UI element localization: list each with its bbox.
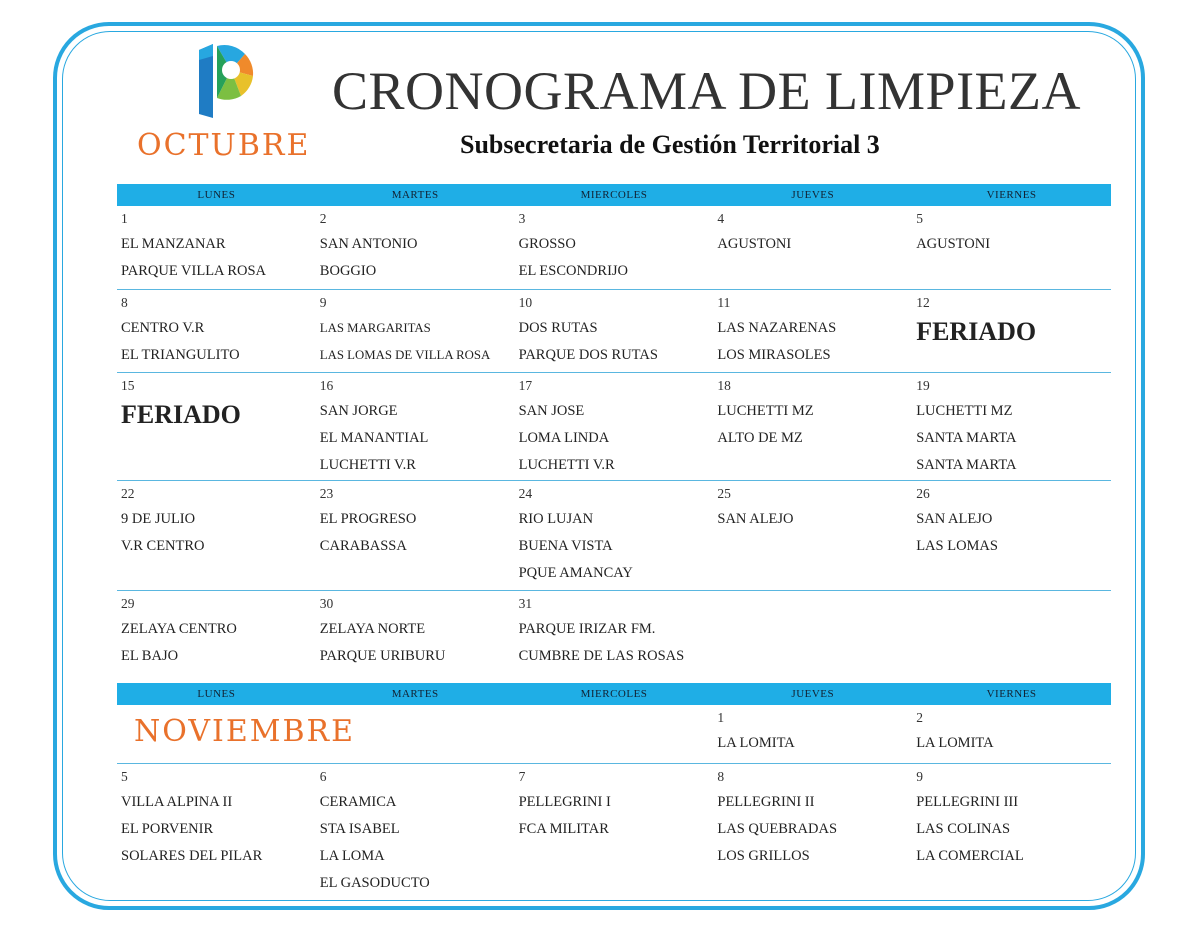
day-cell <box>713 373 912 480</box>
cleaning-zone: LAS COLINAS <box>916 821 1011 837</box>
cleaning-zone: LA LOMA <box>319 848 385 864</box>
cleaning-zone: BOGGIO <box>319 263 377 279</box>
day-number: 1 <box>121 211 128 226</box>
cleaning-zone: EL MANZANAR <box>121 236 226 252</box>
day-cell <box>117 290 316 372</box>
weekday-header-november <box>117 683 1111 705</box>
day-number <box>916 591 1111 616</box>
cleaning-zone: LA LOMITA <box>916 735 994 751</box>
cleaning-zone: STA ISABEL <box>319 821 400 837</box>
weekday-label: JUEVES <box>791 688 835 700</box>
cleaning-zone: CENTRO V.R <box>121 320 205 336</box>
day-number: 22 <box>121 486 135 501</box>
cleaning-zone: EL BAJO <box>121 648 179 664</box>
cleaning-zone: V.R CENTRO <box>121 538 205 554</box>
day-number: 18 <box>717 378 731 393</box>
day-number: 4 <box>717 211 725 226</box>
holiday-label: FERIADO <box>121 400 241 429</box>
cleaning-zone: PELLEGRINI I <box>518 794 611 810</box>
municipal-logo <box>195 40 259 120</box>
cleaning-zone: PELLEGRINI III <box>916 794 1019 810</box>
weekday-label: LUNES <box>197 688 236 700</box>
week-row <box>117 481 1111 591</box>
day-number: 9 <box>916 769 923 784</box>
page-subtitle: Subsecretaria de Gestión Territorial 3 <box>460 130 880 159</box>
day-cell <box>117 591 316 676</box>
weekday-label: LUNES <box>197 189 236 201</box>
day-number: 26 <box>916 486 930 501</box>
day-number <box>717 591 912 616</box>
cleaning-zone: ZELAYA CENTRO <box>121 621 237 637</box>
day-number: 7 <box>518 769 526 784</box>
cleaning-zone: ZELAYA NORTE <box>319 621 426 637</box>
cleaning-zone: EL TRIANGULITO <box>121 347 240 363</box>
cleaning-zone: EL ESCONDRIJO <box>518 263 629 279</box>
cleaning-zone: CARABASSA <box>319 538 407 554</box>
cleaning-zone: 9 DE JULIO <box>121 511 196 527</box>
page-title: CRONOGRAMA DE LIMPIEZA <box>332 61 1082 121</box>
cleaning-zone: SOLARES DEL PILAR <box>121 848 263 864</box>
day-cell <box>912 206 1111 289</box>
day-cell <box>316 373 515 480</box>
cleaning-zone: SAN ALEJO <box>916 511 993 527</box>
cleaning-zone: CERAMICA <box>319 794 397 810</box>
day-number: 2 <box>916 710 923 725</box>
cleaning-zone: BUENA VISTA <box>518 538 613 554</box>
day-cell <box>912 290 1111 372</box>
day-number: 5 <box>916 211 923 226</box>
cleaning-zone: LUCHETTI V.R <box>518 457 615 473</box>
day-cell <box>515 705 714 763</box>
cleaning-zone: DOS RUTAS <box>518 320 598 336</box>
day-cell <box>713 290 912 372</box>
cleaning-zone: LAS MARGARITAS <box>319 321 431 335</box>
weekday-label: MARTES <box>391 189 439 201</box>
cleaning-zone: SANTA MARTA <box>916 430 1017 446</box>
week-row <box>117 290 1111 373</box>
october-label: OCTUBRE <box>137 128 311 163</box>
cleaning-zone: PARQUE DOS RUTAS <box>518 347 658 363</box>
cleaning-zone: PARQUE IRIZAR FM. <box>518 621 656 637</box>
day-cell <box>515 764 714 897</box>
cleaning-zone: LOMA LINDA <box>518 430 610 446</box>
day-number <box>519 705 714 730</box>
day-number: 2 <box>319 211 327 226</box>
week-row <box>117 591 1111 676</box>
day-number: 1 <box>717 710 725 725</box>
day-cell <box>912 764 1111 897</box>
day-cell <box>713 481 912 590</box>
day-number: 25 <box>717 486 731 501</box>
day-cell <box>912 705 1111 763</box>
cleaning-zone: LAS NAZARENAS <box>717 320 837 336</box>
day-cell <box>912 591 1111 676</box>
cleaning-zone: EL PROGRESO <box>319 511 417 527</box>
cleaning-zone: SAN JOSE <box>518 403 585 419</box>
cleaning-zone: LA COMERCIAL <box>916 848 1024 864</box>
day-number: 24 <box>518 486 533 501</box>
cleaning-zone: SAN ALEJO <box>717 511 794 527</box>
day-cell <box>912 481 1111 590</box>
cleaning-zone: LAS LOMAS DE VILLA ROSA <box>319 348 491 362</box>
week-row <box>117 373 1111 481</box>
day-number: 8 <box>121 295 128 310</box>
cleaning-zone: AGUSTONI <box>717 236 792 252</box>
day-cell <box>713 764 912 897</box>
day-number: 10 <box>518 295 533 310</box>
weekday-label: MARTES <box>391 688 439 700</box>
day-cell <box>316 591 515 676</box>
day-number: 12 <box>916 295 930 310</box>
cleaning-zone: CUMBRE DE LAS ROSAS <box>518 648 685 664</box>
day-number: 17 <box>518 378 533 393</box>
day-cell <box>316 290 515 372</box>
cleaning-zone: EL PORVENIR <box>121 821 214 837</box>
day-cell <box>117 206 316 289</box>
cleaning-zone: LOS MIRASOLES <box>717 347 831 363</box>
cleaning-zone: PQUE AMANCAY <box>518 565 633 581</box>
weekday-header-october <box>117 184 1111 206</box>
day-cell <box>515 481 714 590</box>
day-number: 23 <box>319 486 334 501</box>
weekday-label: MIERCOLES <box>580 688 648 700</box>
day-cell <box>316 481 515 590</box>
day-number: 31 <box>518 596 533 611</box>
cleaning-zone: RIO LUJAN <box>518 511 594 527</box>
day-cell <box>515 591 714 676</box>
cleaning-zone: LUCHETTI MZ <box>916 403 1013 419</box>
weekday-label: VIERNES <box>986 688 1037 700</box>
day-number: 3 <box>518 211 526 226</box>
cleaning-zone: LAS QUEBRADAS <box>717 821 838 837</box>
cleaning-zone: SANTA MARTA <box>916 457 1017 473</box>
day-number: 15 <box>121 378 135 393</box>
cleaning-zone: VILLA ALPINA II <box>121 794 233 810</box>
day-cell <box>912 373 1111 480</box>
day-number: 6 <box>319 769 327 784</box>
day-number: 5 <box>121 769 128 784</box>
day-cell <box>117 764 316 897</box>
cleaning-zone: SAN JORGE <box>319 403 398 419</box>
week-row <box>117 764 1111 897</box>
november-label: NOVIEMBRE <box>134 714 355 749</box>
weekday-label: JUEVES <box>791 189 835 201</box>
week-row <box>117 206 1111 290</box>
cleaning-zone: PARQUE VILLA ROSA <box>121 263 267 279</box>
day-number: 8 <box>717 769 725 784</box>
day-number: 19 <box>916 378 930 393</box>
cleaning-zone: LUCHETTI MZ <box>717 403 814 419</box>
cleaning-zone: GROSSO <box>518 236 576 252</box>
day-cell <box>515 373 714 480</box>
cleaning-zone: SAN ANTONIO <box>319 236 418 252</box>
day-cell <box>515 206 714 289</box>
day-number: 29 <box>121 596 135 611</box>
cleaning-zone: ALTO DE MZ <box>717 430 803 446</box>
cleaning-zone: LOS GRILLOS <box>717 848 810 864</box>
day-cell <box>713 705 912 763</box>
day-cell <box>117 481 316 590</box>
cleaning-zone: AGUSTONI <box>916 236 991 252</box>
cleaning-zone: EL GASODUCTO <box>319 875 430 891</box>
day-cell <box>713 591 912 676</box>
cleaning-zone: PELLEGRINI II <box>717 794 815 810</box>
holiday-label: FERIADO <box>916 317 1037 346</box>
day-number: 11 <box>717 295 731 310</box>
weekday-label: VIERNES <box>986 189 1037 201</box>
day-cell <box>515 290 714 372</box>
cleaning-zone: PARQUE URIBURU <box>319 648 446 664</box>
day-cell <box>713 206 912 289</box>
weekday-label: MIERCOLES <box>580 189 648 201</box>
cleaning-zone: LAS LOMAS <box>916 538 998 554</box>
cleaning-zone: LA LOMITA <box>717 735 795 751</box>
day-cell <box>316 764 515 897</box>
day-cell <box>117 373 316 480</box>
cleaning-zone: FCA MILITAR <box>518 821 609 837</box>
day-number: 16 <box>319 378 334 393</box>
cleaning-zone: EL MANANTIAL <box>319 430 429 446</box>
day-number: 30 <box>319 596 334 611</box>
day-cell <box>316 206 515 289</box>
cleaning-zone: LUCHETTI V.R <box>319 457 416 473</box>
day-number: 9 <box>319 295 327 310</box>
